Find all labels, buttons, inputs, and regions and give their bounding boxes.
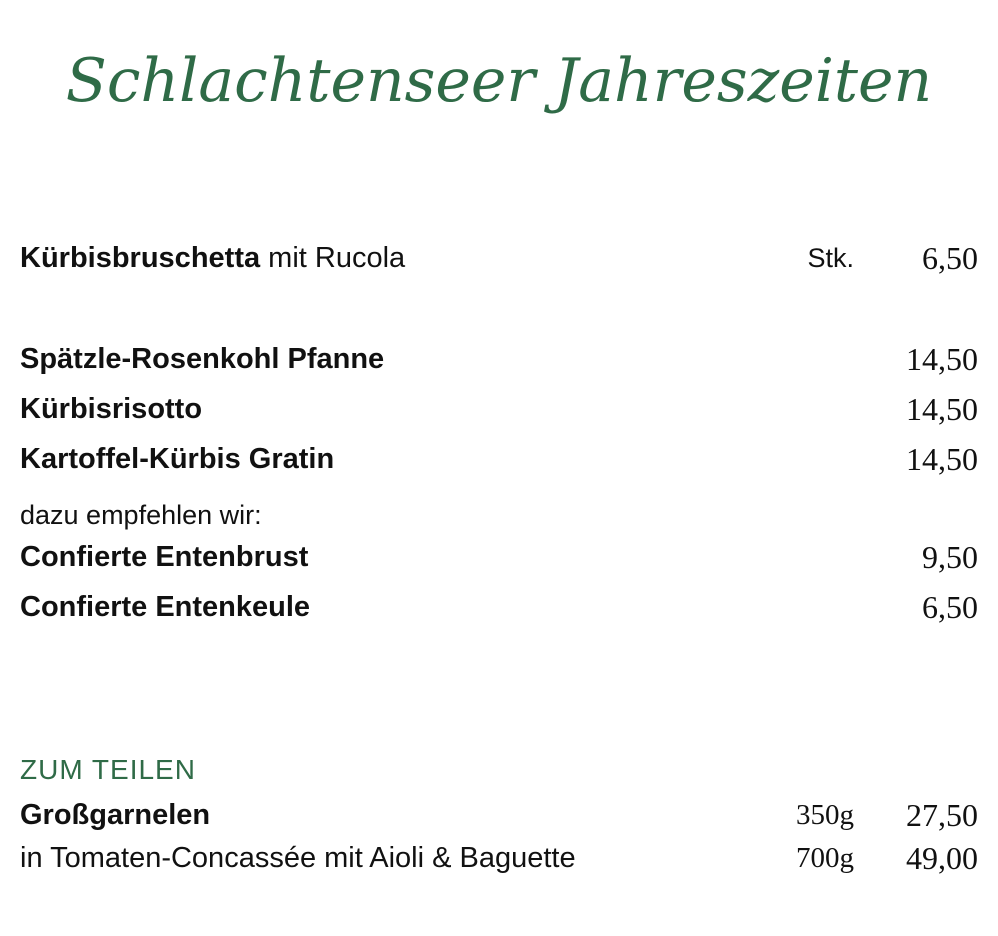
menu-item-name: [20, 539, 308, 575]
menu-item-name: [20, 441, 334, 477]
menu-item-size: 350g: [796, 799, 854, 831]
menu-item-gratin: [20, 441, 978, 477]
menu-item-unit: Stk.: [807, 243, 854, 273]
menu-item-kuerbisbruschetta: [20, 240, 978, 276]
menu-item-price: 14,50: [906, 341, 978, 377]
menu-item-name: [20, 797, 210, 833]
menu-title: Schlachtenseer Jahreszeiten: [65, 46, 933, 116]
menu-item-name-rest: mit Rucola: [260, 242, 406, 274]
menu-item-name-bold: Kürbisbruschetta: [20, 242, 261, 274]
menu-item-price: 6,50: [922, 589, 978, 625]
menu-item-price: 14,50: [906, 391, 978, 427]
menu-item-price: 49,00: [906, 840, 978, 876]
menu-item-name: [20, 341, 384, 377]
menu-item-price: 9,50: [922, 539, 978, 575]
menu-item-grossgarnelen-description: [20, 840, 978, 876]
menu-item-name-bold: Spätzle-Rosenkohl Pfanne: [20, 343, 385, 375]
menu-item-name-bold: Confierte Entenkeule: [20, 591, 311, 623]
recommendation-note: dazu empfehlen wir:: [20, 500, 262, 530]
menu-item-name: [20, 240, 405, 276]
menu-item-name: [20, 391, 202, 427]
menu-item-entenbrust: [20, 539, 978, 575]
section-heading-zum-teilen: ZUM TEILEN: [20, 754, 196, 785]
menu-item-price: 6,50: [922, 240, 978, 276]
menu-item-description: in Tomaten-Concassée mit Aioli & Baguette: [20, 842, 576, 874]
menu-item-name-bold: Großgarnelen: [20, 799, 211, 831]
menu-item-price: 27,50: [906, 797, 978, 833]
menu-item-kuerbisrisotto: [20, 391, 978, 427]
menu-item-entenkeule: [20, 589, 978, 625]
menu-item-spaetzle: [20, 341, 978, 377]
menu-item-name-bold: Kartoffel-Kürbis Gratin: [20, 443, 335, 475]
menu-item-name-bold: Confierte Entenbrust: [20, 541, 309, 573]
menu-item-grossgarnelen: [20, 797, 978, 833]
menu-item-name-bold: Kürbisrisotto: [20, 393, 203, 425]
menu-item-name: [20, 589, 310, 625]
menu-item-size: 700g: [796, 842, 854, 874]
menu-item-price: 14,50: [906, 441, 978, 477]
